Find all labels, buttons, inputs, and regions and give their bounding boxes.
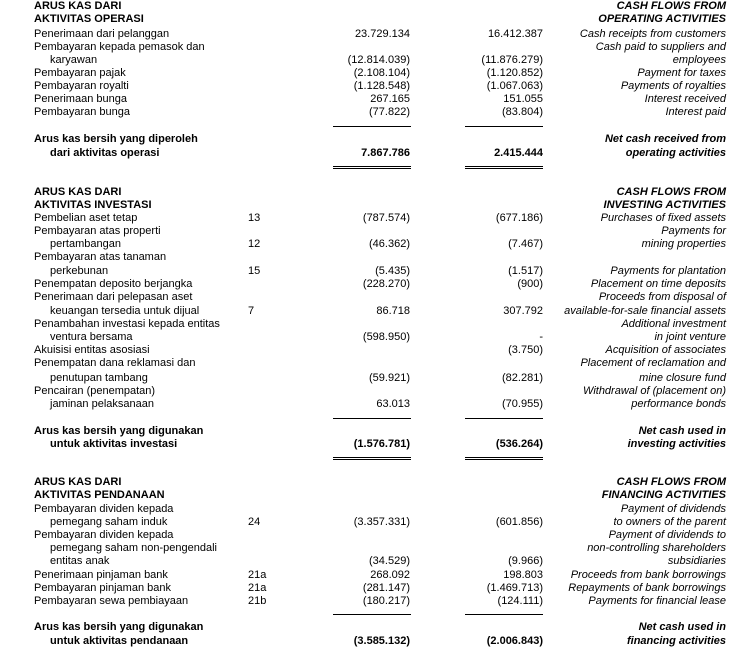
note-ref: 24: [248, 516, 261, 528]
table-row: [0, 93, 736, 106]
row-label-en: Payments for financial lease: [588, 595, 726, 607]
value-current: (34.529): [369, 555, 410, 567]
row-label-en: available-for-sale financial assets: [564, 305, 726, 317]
table-row: [0, 529, 736, 542]
total-label-en: operating activities: [625, 147, 726, 159]
section-heading: [0, 13, 736, 26]
section-heading: [0, 0, 736, 13]
value-prior: (1.120.852): [486, 67, 543, 79]
row-label-en: Additional investment: [621, 318, 726, 330]
row-label: Akuisisi entitas asosiasi: [34, 344, 150, 356]
total-row: [0, 621, 736, 634]
row-label-en: Payments for plantation: [610, 265, 726, 277]
row-label: Pembayaran atas properti: [34, 225, 161, 237]
value-prior: (677.186): [495, 212, 543, 224]
total-row: [0, 438, 736, 451]
heading-id: ARUS KAS DARI: [34, 476, 122, 488]
total-label: dari aktivitas operasi: [50, 147, 160, 159]
note-ref: 13: [248, 212, 261, 224]
row-label: Pembayaran kepada pemasok dan: [34, 41, 205, 53]
row-label-en: Payments for: [661, 225, 726, 237]
note-ref: 12: [248, 238, 261, 250]
row-label-en: subsidiaries: [667, 555, 726, 567]
table-row: [0, 542, 736, 555]
section-heading: [0, 186, 736, 199]
value-current: 268.092: [370, 569, 410, 581]
subtotal-rule: [333, 418, 411, 419]
row-label-en: Placement of reclamation and: [580, 357, 726, 369]
subtotal-rule: [465, 418, 543, 419]
value-current: (180.217): [362, 595, 410, 607]
total-prior: 2.415.444: [494, 147, 543, 159]
value-prior: (1.517): [508, 265, 543, 277]
row-label-en: employees: [672, 54, 726, 66]
heading-id: AKTIVITAS INVESTASI: [34, 199, 152, 211]
section-heading: [0, 199, 736, 212]
row-label-en: in joint venture: [654, 331, 726, 343]
table-row: [0, 357, 736, 370]
value-current: (228.270): [362, 278, 410, 290]
row-label: Penambahan investasi kepada entitas: [34, 318, 220, 330]
subtotal-rule: [465, 614, 543, 615]
row-label-en: Placement on time deposits: [590, 278, 726, 290]
value-prior: (82.281): [502, 372, 543, 384]
row-label-en: Proceeds from bank borrowings: [570, 569, 726, 581]
total-row: [0, 425, 736, 438]
row-label: pemegang saham non-pengendali: [50, 542, 217, 554]
heading-en: FINANCING ACTIVITIES: [601, 489, 726, 501]
total-row: [0, 133, 736, 146]
value-prior: (601.856): [495, 516, 543, 528]
value-prior: (1.469.713): [486, 582, 543, 594]
note-ref: 21a: [248, 582, 267, 594]
row-label: Penerimaan dari pelepasan aset: [34, 291, 193, 303]
row-label: penutupan tambang: [50, 372, 148, 384]
value-prior: (3.750): [508, 344, 543, 356]
subtotal-rule: [333, 126, 411, 127]
total-label: untuk aktivitas investasi: [50, 438, 178, 450]
value-current: (12.814.039): [347, 54, 410, 66]
row-label: jaminan pelaksanaan: [50, 398, 154, 410]
value-prior: 198.803: [503, 569, 543, 581]
table-row: [0, 569, 736, 582]
row-label: Pembayaran bunga: [34, 106, 131, 118]
row-label: Pencairan (penempatan): [34, 385, 156, 397]
row-label-en: non-controlling shareholders: [587, 542, 726, 554]
table-row: [0, 372, 736, 385]
total-label-en: financing activities: [626, 635, 726, 647]
heading-en: CASH FLOWS FROM: [616, 476, 726, 488]
table-row: [0, 344, 736, 357]
table-row: [0, 331, 736, 344]
table-row: [0, 385, 736, 398]
total-label-en: investing activities: [627, 438, 726, 450]
section-heading: [0, 476, 736, 489]
row-label: karyawan: [50, 54, 98, 66]
row-label: perkebunan: [50, 265, 109, 277]
value-prior: (9.966): [508, 555, 543, 567]
table-row: [0, 398, 736, 411]
heading-id: AKTIVITAS PENDANAAN: [34, 489, 165, 501]
total-double-rule: [333, 166, 411, 169]
table-row: [0, 555, 736, 568]
section-heading: [0, 489, 736, 502]
table-row: [0, 238, 736, 251]
heading-id: ARUS KAS DARI: [34, 0, 122, 12]
total-row: [0, 635, 736, 648]
total-label-en: Net cash used in: [638, 425, 726, 437]
row-label: pertambangan: [50, 238, 121, 250]
row-label: Penerimaan bunga: [34, 93, 127, 105]
total-label: Arus kas bersih yang digunakan: [34, 425, 204, 437]
total-current: (3.585.132): [353, 635, 410, 647]
row-label-en: mine closure fund: [639, 372, 726, 384]
value-prior: (124.111): [497, 595, 543, 607]
row-label-en: Cash receipts from customers: [579, 28, 726, 40]
subtotal-rule: [333, 614, 411, 615]
row-label: Penempatan dana reklamasi dan: [34, 357, 196, 369]
total-double-rule: [333, 457, 411, 460]
row-label: Penempatan deposito berjangka: [34, 278, 193, 290]
note-ref: 15: [248, 265, 261, 277]
value-current: (281.147): [362, 582, 410, 594]
heading-id: AKTIVITAS OPERASI: [34, 13, 144, 25]
total-double-rule: [465, 457, 543, 460]
value-current: 267.165: [370, 93, 410, 105]
table-row: [0, 318, 736, 331]
row-label: Pembayaran dividen kepada: [34, 503, 174, 515]
row-label-en: Repayments of bank borrowings: [568, 582, 726, 594]
note-ref: 21b: [248, 595, 267, 607]
table-row: [0, 516, 736, 529]
row-label-en: Cash paid to suppliers and: [595, 41, 726, 53]
value-current: (46.362): [369, 238, 410, 250]
row-label: Pembayaran dividen kepada: [34, 529, 174, 541]
value-prior: (11.876.279): [481, 54, 543, 66]
table-row: [0, 278, 736, 291]
table-row: [0, 41, 736, 54]
table-row: [0, 305, 736, 318]
total-label-en: Net cash received from: [604, 133, 726, 145]
value-prior: (7.467): [508, 238, 543, 250]
value-current: (787.574): [362, 212, 410, 224]
total-current: 7.867.786: [361, 147, 410, 159]
table-row: [0, 212, 736, 225]
subtotal-rule: [465, 126, 543, 127]
row-label-en: Proceeds from disposal of: [598, 291, 726, 303]
row-label: Pembayaran royalti: [34, 80, 129, 92]
row-label: entitas anak: [50, 555, 110, 567]
value-current: 23.729.134: [354, 28, 410, 40]
heading-en: CASH FLOWS FROM: [616, 186, 726, 198]
total-double-rule: [465, 166, 543, 169]
value-current: (598.950): [362, 331, 410, 343]
row-label: ventura bersama: [50, 331, 133, 343]
value-current: (3.357.331): [353, 516, 410, 528]
table-row: [0, 251, 736, 264]
row-label-en: mining properties: [641, 238, 726, 250]
value-current: (1.128.548): [353, 80, 410, 92]
total-prior: (536.264): [495, 438, 543, 450]
row-label: Pembayaran atas tanaman: [34, 251, 167, 263]
note-ref: 7: [248, 305, 255, 317]
value-current: (2.108.104): [353, 67, 410, 79]
table-row: [0, 54, 736, 67]
row-label-en: Acquisition of associates: [605, 344, 726, 356]
table-row: [0, 582, 736, 595]
value-prior: 307.792: [503, 305, 543, 317]
heading-en: CASH FLOWS FROM: [616, 0, 726, 12]
value-current: (5.435): [375, 265, 410, 277]
total-label: untuk aktivitas pendanaan: [50, 635, 189, 647]
table-row: [0, 80, 736, 93]
value-prior: -: [539, 331, 543, 343]
heading-en: OPERATING ACTIVITIES: [598, 13, 726, 25]
row-label: Penerimaan pinjaman bank: [34, 569, 168, 581]
total-label: Arus kas bersih yang diperoleh: [34, 133, 198, 145]
row-label-en: Payment for taxes: [637, 67, 726, 79]
total-prior: (2.006.843): [486, 635, 543, 647]
row-label-en: Interest paid: [665, 106, 726, 118]
table-row: [0, 265, 736, 278]
row-label-en: to owners of the parent: [613, 516, 726, 528]
total-row: [0, 147, 736, 160]
row-label-en: performance bonds: [631, 398, 726, 410]
total-label-en: Net cash used in: [638, 621, 726, 633]
value-prior: (70.955): [502, 398, 543, 410]
heading-id: ARUS KAS DARI: [34, 186, 122, 198]
value-current: (59.921): [369, 372, 410, 384]
row-label: Pembayaran pajak: [34, 67, 126, 79]
value-prior: 151.055: [503, 93, 543, 105]
table-row: [0, 503, 736, 516]
note-ref: 21a: [248, 569, 267, 581]
value-prior: 16.412.387: [487, 28, 543, 40]
row-label: pemegang saham induk: [50, 516, 168, 528]
row-label-en: Purchases of fixed assets: [600, 212, 726, 224]
row-label-en: Payments of royalties: [620, 80, 726, 92]
table-row: [0, 106, 736, 119]
table-row: [0, 595, 736, 608]
row-label-en: Withdrawal of (placement on): [583, 385, 726, 397]
value-current: 63.013: [376, 398, 410, 410]
total-current: (1.576.781): [353, 438, 410, 450]
row-label: Pembayaran sewa pembiayaan: [34, 595, 189, 607]
table-row: [0, 67, 736, 80]
total-label: Arus kas bersih yang digunakan: [34, 621, 204, 633]
table-row: [0, 225, 736, 238]
heading-en: INVESTING ACTIVITIES: [603, 199, 726, 211]
value-prior: (83.804): [502, 106, 543, 118]
row-label: keuangan tersedia untuk dijual: [50, 305, 200, 317]
row-label-en: Interest received: [644, 93, 726, 105]
row-label: Penerimaan dari pelanggan: [34, 28, 170, 40]
row-label: Pembayaran pinjaman bank: [34, 582, 171, 594]
row-label-en: Payment of dividends: [620, 503, 726, 515]
row-label: Pembelian aset tetap: [34, 212, 138, 224]
table-row: [0, 291, 736, 304]
value-current: (77.822): [369, 106, 410, 118]
value-prior: (1.067.063): [486, 80, 543, 92]
value-current: 86.718: [376, 305, 410, 317]
table-row: [0, 28, 736, 41]
value-prior: (900): [517, 278, 543, 290]
row-label-en: Payment of dividends to: [608, 529, 726, 541]
